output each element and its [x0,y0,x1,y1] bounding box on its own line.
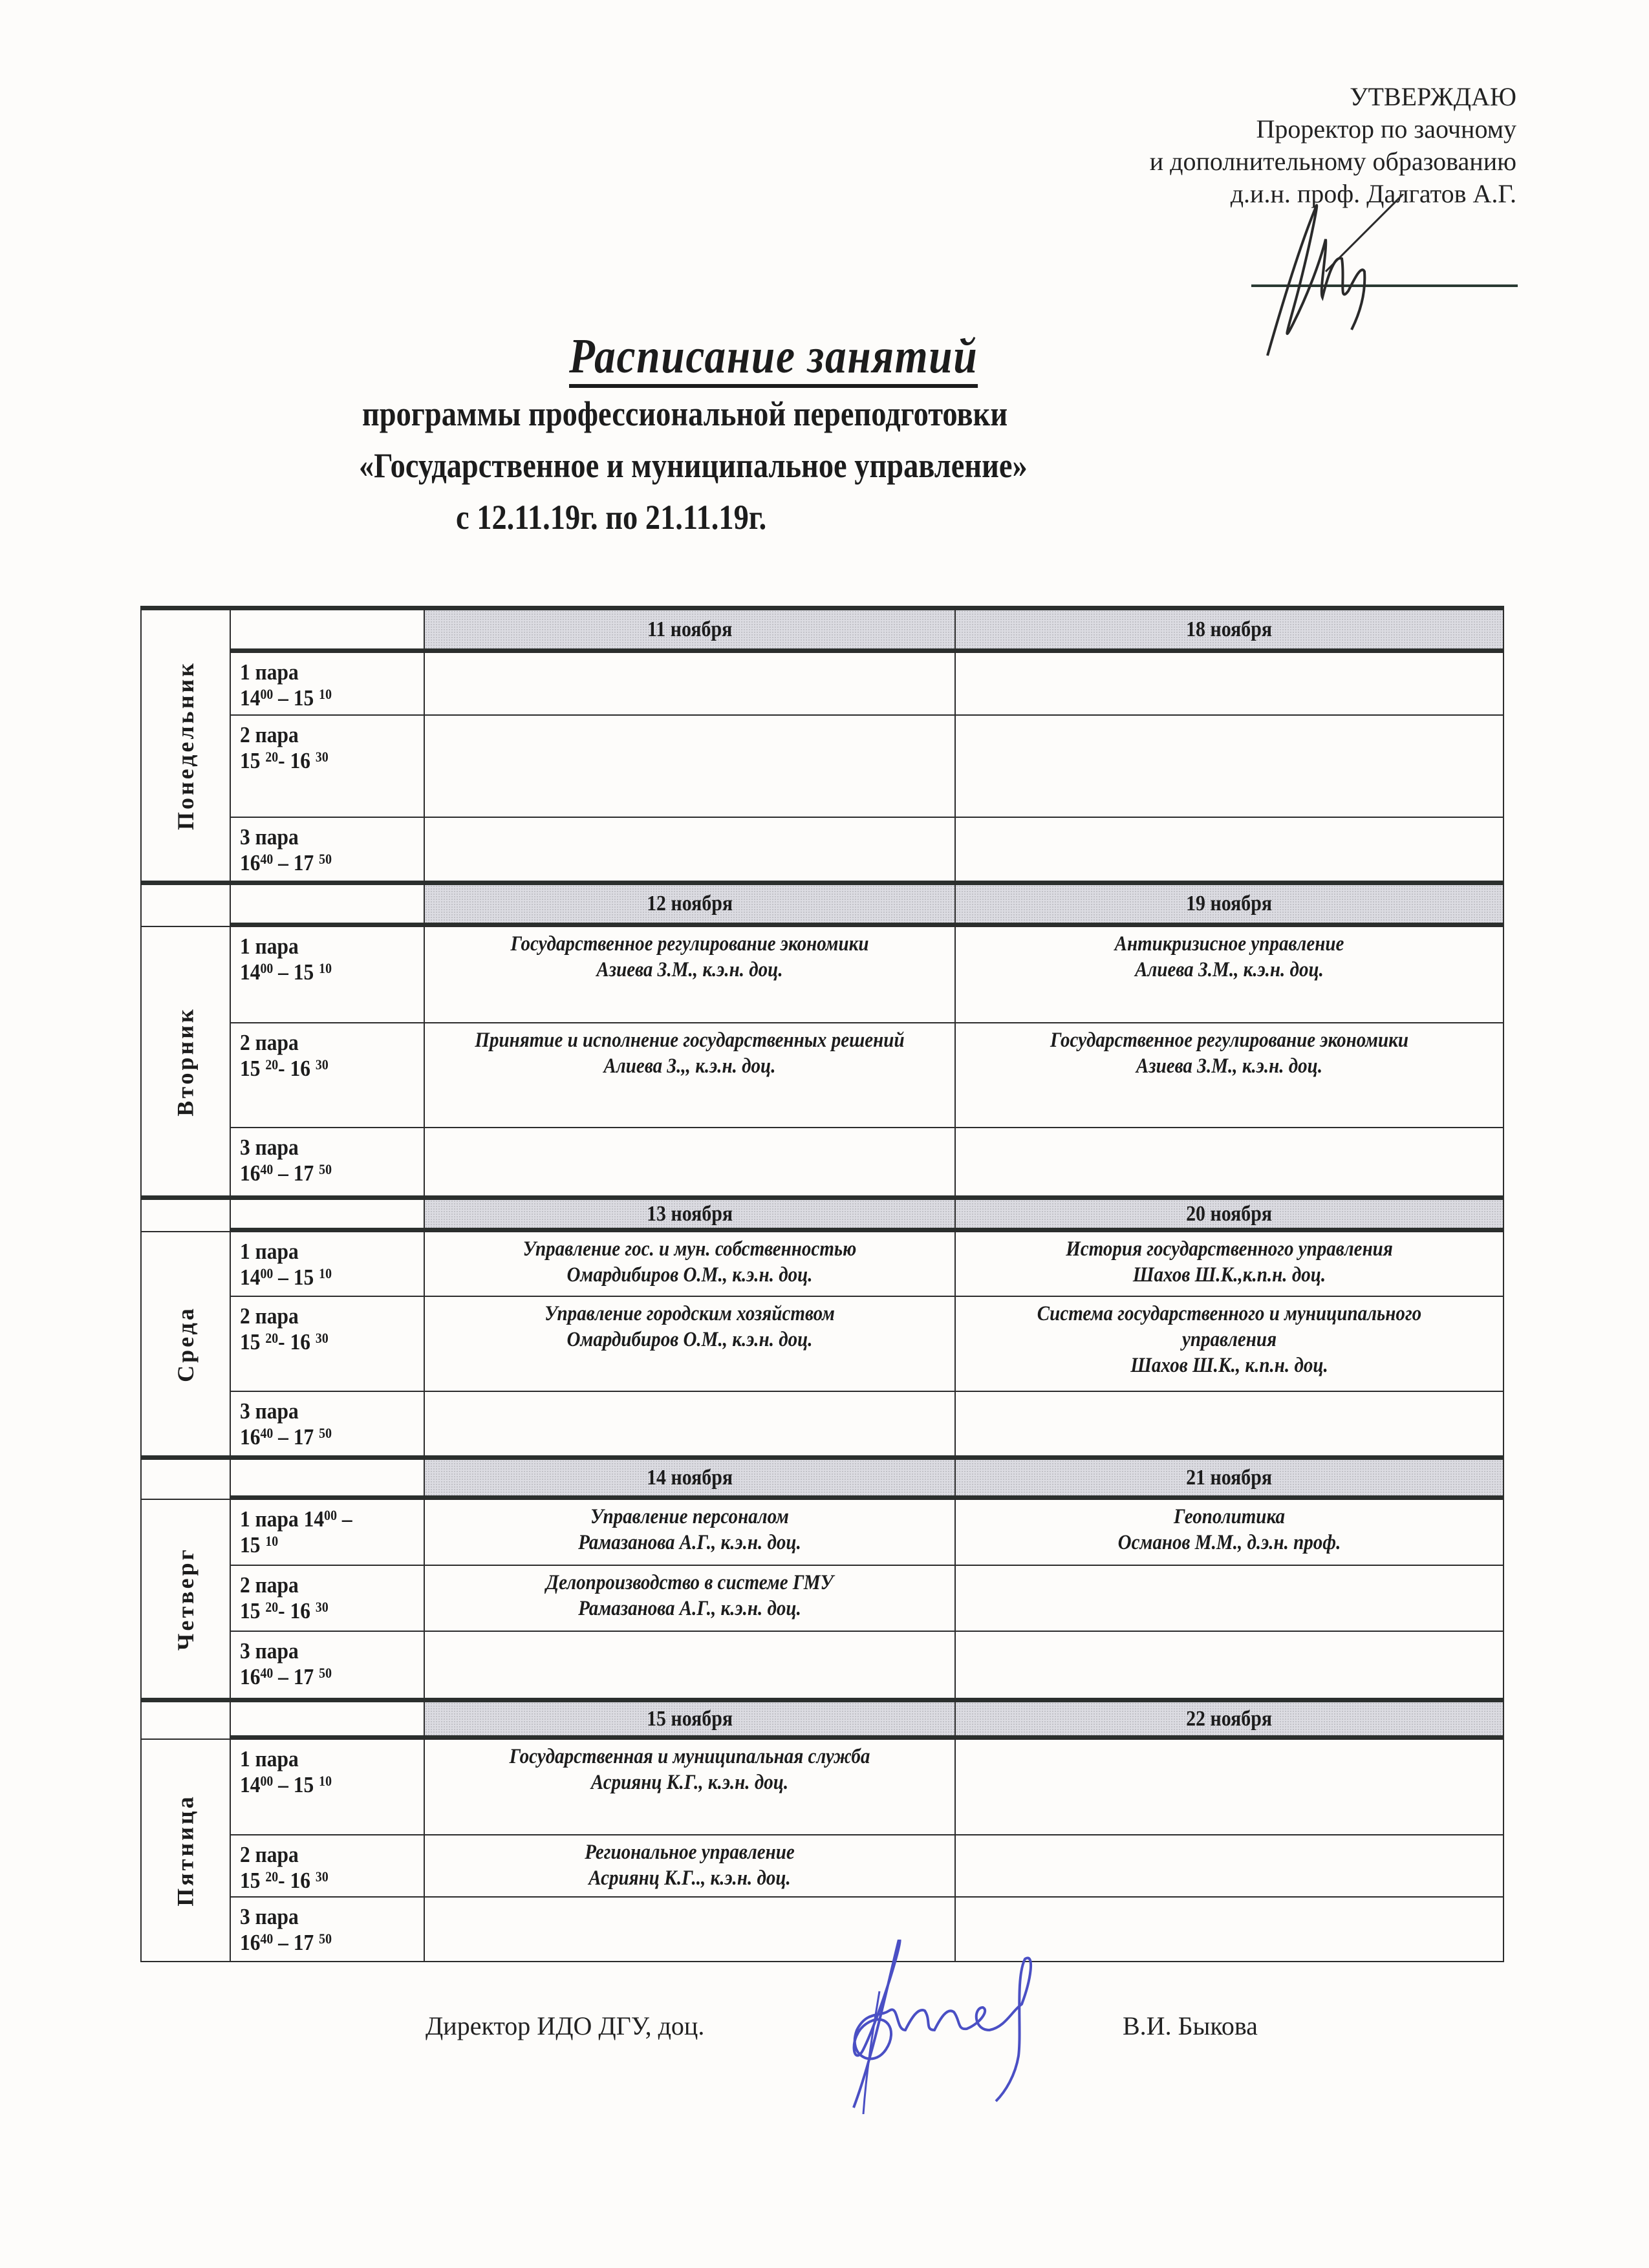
pair-start-minute: 00 [260,1265,274,1281]
pair-start-minute: 00 [324,1507,337,1523]
lesson-subject: Управление гос. и мун. собственностью [523,1237,857,1261]
day-spacer-cell [140,1195,231,1232]
date-header [424,881,956,927]
schedule-period: с 12.11.19г. по 21.11.19г. [456,498,767,537]
pair-time-cell [230,926,425,1023]
pair-time-cell [230,1631,425,1699]
day-name: Четверг [173,1547,199,1651]
pair-label: 1 пара [240,659,299,685]
day-name-cell [140,1231,231,1457]
pair-time-cell [230,1499,425,1566]
pair-time-cell [230,1022,425,1128]
pair-end-hour: 17 [293,1930,319,1955]
lesson-teacher: Омардибиров О.М., к.э.н. доц. [566,1328,813,1351]
pair-time-cell [230,1127,425,1197]
lesson-subject: Государственное регулирование экономики [1050,1029,1409,1052]
date-label: 14 ноября [646,1465,733,1490]
day-spacer-cell [140,1455,231,1500]
lesson-subject: Управление городским хозяйством [544,1302,835,1325]
lesson-teacher: Алиева З.М., к.э.н. доц. [1135,958,1324,981]
pair-time-cell [230,1834,425,1898]
pair-label: 2 пара [240,1303,299,1329]
pair-start-minute: 40 [260,1665,274,1681]
pair-label: 2 пара [240,1572,299,1598]
lesson-cell [954,1231,1504,1297]
pair-end-minute: 30 [315,1868,329,1885]
pair-end-minute: 30 [315,749,329,765]
lesson-cell [954,1834,1504,1898]
pair-start-minute: 20 [265,1868,279,1885]
lesson-cell [954,1296,1504,1392]
pair-time: 2 пара 15 $^{20}$- 16 $^{30}$ [240,1842,329,1893]
lesson-teacher: Шахов Ш.К.,к.п.н. доц. [1132,1263,1326,1287]
pair-start-hour: 14 [240,959,261,985]
pair-time: 3 пара $16^{40} - 17$ $^{50}$ [240,1904,332,1955]
pair-time: 2 пара 15 $^{20}$- 16 $^{30}$ [240,722,329,773]
pair-start-minute: 20 [265,749,279,765]
date-header [424,1195,956,1232]
lesson-teacher: Азиева З.М., к.э.н. доц. [596,958,783,981]
pair-end-minute: 50 [319,1665,332,1681]
lesson-cell [954,1738,1504,1835]
pair-time-cell [230,652,425,716]
pair-end-hour: 15 [293,1772,314,1797]
pair-label: 2 пара [240,1842,299,1867]
approval-signatory: д.и.н. проф. Далгатов А.Г. [1230,179,1516,208]
pair-end-hour: 16 [290,1329,316,1354]
lesson-cell [954,1022,1504,1128]
date-label: 13 ноября [646,1201,733,1226]
pair-time-cell [230,1738,425,1835]
pair-start-hour: 14 [240,685,261,711]
pair-time: 1 пара $14^{00} - 15$ $^{10}$ [240,659,332,711]
date-label: 21 ноября [1186,1465,1273,1490]
pair-start-minute: 00 [260,1773,274,1789]
pair-end-minute: 10 [319,1265,332,1281]
pair-end-hour: 17 [293,1424,319,1450]
lesson-teacher: Азиева З.М., к.э.н. доц. [1136,1054,1323,1078]
pair-start-minute: 20 [265,1056,279,1073]
lesson-cell [424,1296,956,1392]
director-position: Директор ИДО ДГУ, доц. [426,2011,705,2040]
date-header [954,606,1504,653]
pair-start-minute: 40 [260,851,274,867]
pair-start-hour: 16 [240,1930,261,1955]
pair-start-minute: 20 [265,1599,279,1615]
lesson-cell [424,926,956,1023]
lesson-cell [954,1391,1504,1457]
pair-end-minute: 10 [319,960,332,976]
lesson-teacher: Рамазанова А.Г., к.э.н. доц. [578,1531,801,1554]
pair-end-hour: 17 [293,850,319,875]
pair-end-hour: 16 [290,1598,316,1623]
lesson-teacher: Асриянц К.Г., к.э.н. доц. [590,1771,789,1794]
approval-block [1150,81,1516,210]
lesson-teacher: Шахов Ш.К., к.п.н. доц. [1130,1354,1328,1377]
lesson-cell [424,1631,956,1699]
day-spacer-cell [140,1698,231,1740]
pair-end-minute: 10 [265,1533,279,1549]
pair-label: 3 пара [240,1135,299,1160]
pair-end-hour: 15 [240,1532,261,1557]
lesson-subject: Геополитика [1174,1505,1285,1528]
lesson-teacher: Омардибиров О.М., к.э.н. доц. [566,1263,813,1287]
header-empty-cell [230,1698,425,1740]
lesson-cell [954,817,1504,882]
pair-label: 3 пара [240,1904,299,1929]
pair-time: 3 пара $16^{40} - 17$ $^{50}$ [240,1638,332,1689]
pair-start-hour: 15 [240,748,266,773]
lesson-cell [424,1565,956,1632]
pair-end-minute: 50 [319,1161,332,1177]
pair-time-cell [230,1391,425,1457]
pair-label: 1 пара [240,1239,299,1264]
day-name: Среда [172,1305,199,1382]
pair-end-hour: 16 [290,1056,316,1081]
pair-time-cell [230,1896,425,1962]
lesson-cell [424,1391,956,1457]
pair-time: 2 пара 15 $^{20}$- 16 $^{30}$ [240,1303,329,1354]
lesson-cell [424,652,956,716]
header-empty-cell [230,1195,425,1232]
date-header [424,1698,956,1740]
lesson-subject: Региональное управление [585,1841,795,1864]
pair-start-minute: 20 [265,1330,279,1346]
pair-end-hour: 17 [293,1161,319,1186]
schedule-table [140,606,1503,1961]
date-label: 18 ноября [1186,617,1273,641]
lesson-subject: Управление персоналом [590,1505,789,1528]
lesson-cell [954,1631,1504,1699]
pair-time-cell [230,1565,425,1632]
pair-end-hour: 17 [293,1664,319,1689]
date-header [954,1195,1504,1232]
lesson-cell [424,1127,956,1197]
lesson-subject: Антикризисное управление [1114,932,1344,956]
lesson-cell [424,1231,956,1297]
day-name: Пятница [173,1794,199,1907]
pair-start-minute: 40 [260,1161,274,1177]
page-title: Расписание занятий [569,330,978,388]
day-spacer-cell [140,881,231,927]
pair-label: 1 пара [240,1746,299,1771]
lesson-cell [424,817,956,882]
pair-time: 2 пара 15 $^{20}$- 16 $^{30}$ [240,1030,329,1081]
pair-time-cell [230,1231,425,1297]
date-label: 22 ноября [1186,1706,1273,1731]
lesson-cell [954,1127,1504,1197]
approval-position-line1: Проректор по заочному [1256,114,1516,144]
pair-end-minute: 10 [319,686,332,702]
pair-time: 1 пара $14^{00} - 15$ $^{10}$ [240,1746,332,1797]
lesson-cell [954,926,1504,1023]
pair-time: 2 пара 15 $^{20}$- 16 $^{30}$ [240,1572,329,1623]
day-name-cell [140,1738,231,1962]
pair-end-minute: 50 [319,1931,332,1947]
pair-start-hour: 16 [240,1424,261,1450]
lesson-teacher: Алиева З.,, к.э.н. доц. [603,1054,776,1078]
pair-start-minute: 40 [260,1425,274,1441]
pair-time: 3 пара $16^{40} - 17$ $^{50}$ [240,1135,332,1186]
lesson-cell [424,1499,956,1566]
pair-start-hour: 16 [240,1664,261,1689]
date-header [954,1455,1504,1500]
lesson-subject: Государственное регулирование экономики [510,932,869,956]
pair-start-hour: 15 [240,1598,266,1623]
pair-end-hour: 15 [293,1265,314,1290]
date-label: 19 ноября [1186,892,1273,915]
approval-signature [1255,194,1416,362]
program-name: «Государственное и муниципальное управление» [359,446,1028,485]
pair-start-hour: 16 [240,850,261,875]
lesson-cell [424,714,956,818]
program-subtitle: программы профессиональной переподготовки [362,394,1008,433]
day-name-cell [140,926,231,1197]
approval-stamp: УТВЕРЖДАЮ [1350,82,1516,111]
pair-time: 1 пара $14^{00}$ – 15 $^{10}$ [240,1506,352,1557]
pair-start-hour: 15 [240,1868,266,1893]
pair-start-hour: 14 [303,1506,325,1532]
lesson-cell [424,1738,956,1835]
pair-end-minute: 10 [319,1773,332,1789]
lesson-cell [954,652,1504,716]
lesson-subject: Делопроизводство в системе ГМУ [546,1571,834,1594]
day-name: Вторник [173,1006,199,1117]
date-header [954,881,1504,927]
lesson-subject: Система государственного и муниципального управления [1037,1302,1422,1351]
pair-label: 1 пара [240,934,299,959]
pair-label: 2 пара [240,1030,299,1055]
director-signature [828,1940,1119,2114]
date-header [424,606,956,653]
header-empty-cell [230,881,425,927]
lesson-subject: История государственного управления [1066,1237,1393,1261]
pair-end-minute: 30 [315,1056,329,1073]
pair-start-hour: 15 [240,1329,266,1354]
lesson-cell [954,1499,1504,1566]
approval-position-line2: и дополнительному образованию [1149,147,1516,176]
pair-end-minute: 30 [315,1599,329,1615]
pair-start-hour: 14 [240,1772,261,1797]
pair-start-hour: 16 [240,1161,261,1186]
date-label: 15 ноября [646,1706,733,1731]
pair-label: 3 пара [240,1398,299,1424]
pair-time: 1 пара $14^{00} - 15$ $^{10}$ [240,1239,332,1290]
pair-end-hour: 15 [293,685,314,711]
day-name: Понедельник [173,661,199,830]
lesson-teacher: Асриянц К.Г.., к.э.н. доц. [588,1867,791,1890]
pair-label: 1 пара [240,1506,299,1532]
pair-time-cell [230,1296,425,1392]
lesson-teacher: Рамазанова А.Г., к.э.н. доц. [578,1597,801,1620]
pair-time-cell [230,714,425,818]
date-label: 12 ноября [646,892,733,915]
pair-end-hour: 16 [290,748,316,773]
pair-end-hour: 16 [290,1868,316,1893]
pair-label: 3 пара [240,1638,299,1664]
date-header [424,1455,956,1500]
date-label: 11 ноября [647,617,733,641]
day-name-cell [140,606,231,882]
pair-start-hour: 14 [240,1265,261,1290]
lesson-cell [954,1565,1504,1632]
pair-time: 1 пара $14^{00} - 15$ $^{10}$ [240,934,332,985]
lesson-cell [424,1834,956,1898]
pair-start-minute: 00 [260,686,274,702]
header-empty-cell [230,1455,425,1500]
day-name-cell [140,1499,231,1699]
pair-end-hour: 15 [293,959,314,985]
pair-end-minute: 50 [319,851,332,867]
pair-start-minute: 00 [260,960,274,976]
pair-label: 2 пара [240,722,299,747]
pair-time: 3 пара $16^{40} - 17$ $^{50}$ [240,1398,332,1450]
pair-label: 3 пара [240,824,299,850]
pair-start-minute: 40 [260,1931,274,1947]
director-name: В.И. Быкова [1123,2011,1258,2040]
lesson-subject: Принятие и исполнение государственных решений [475,1029,905,1052]
lesson-subject: Государственная и муниципальная служба [509,1745,870,1768]
header-empty-cell [230,606,425,653]
pair-time-cell [230,817,425,882]
pair-time: 3 пара $16^{40} - 17$ $^{50}$ [240,824,332,875]
lesson-cell [954,714,1504,818]
date-header [954,1698,1504,1740]
pair-end-minute: 50 [319,1425,332,1441]
lesson-teacher: Османов М.М., д.э.н. проф. [1117,1531,1341,1554]
date-label: 20 ноября [1186,1201,1273,1226]
lesson-cell [424,1022,956,1128]
pair-end-minute: 30 [315,1330,329,1346]
pair-start-hour: 15 [240,1056,266,1081]
